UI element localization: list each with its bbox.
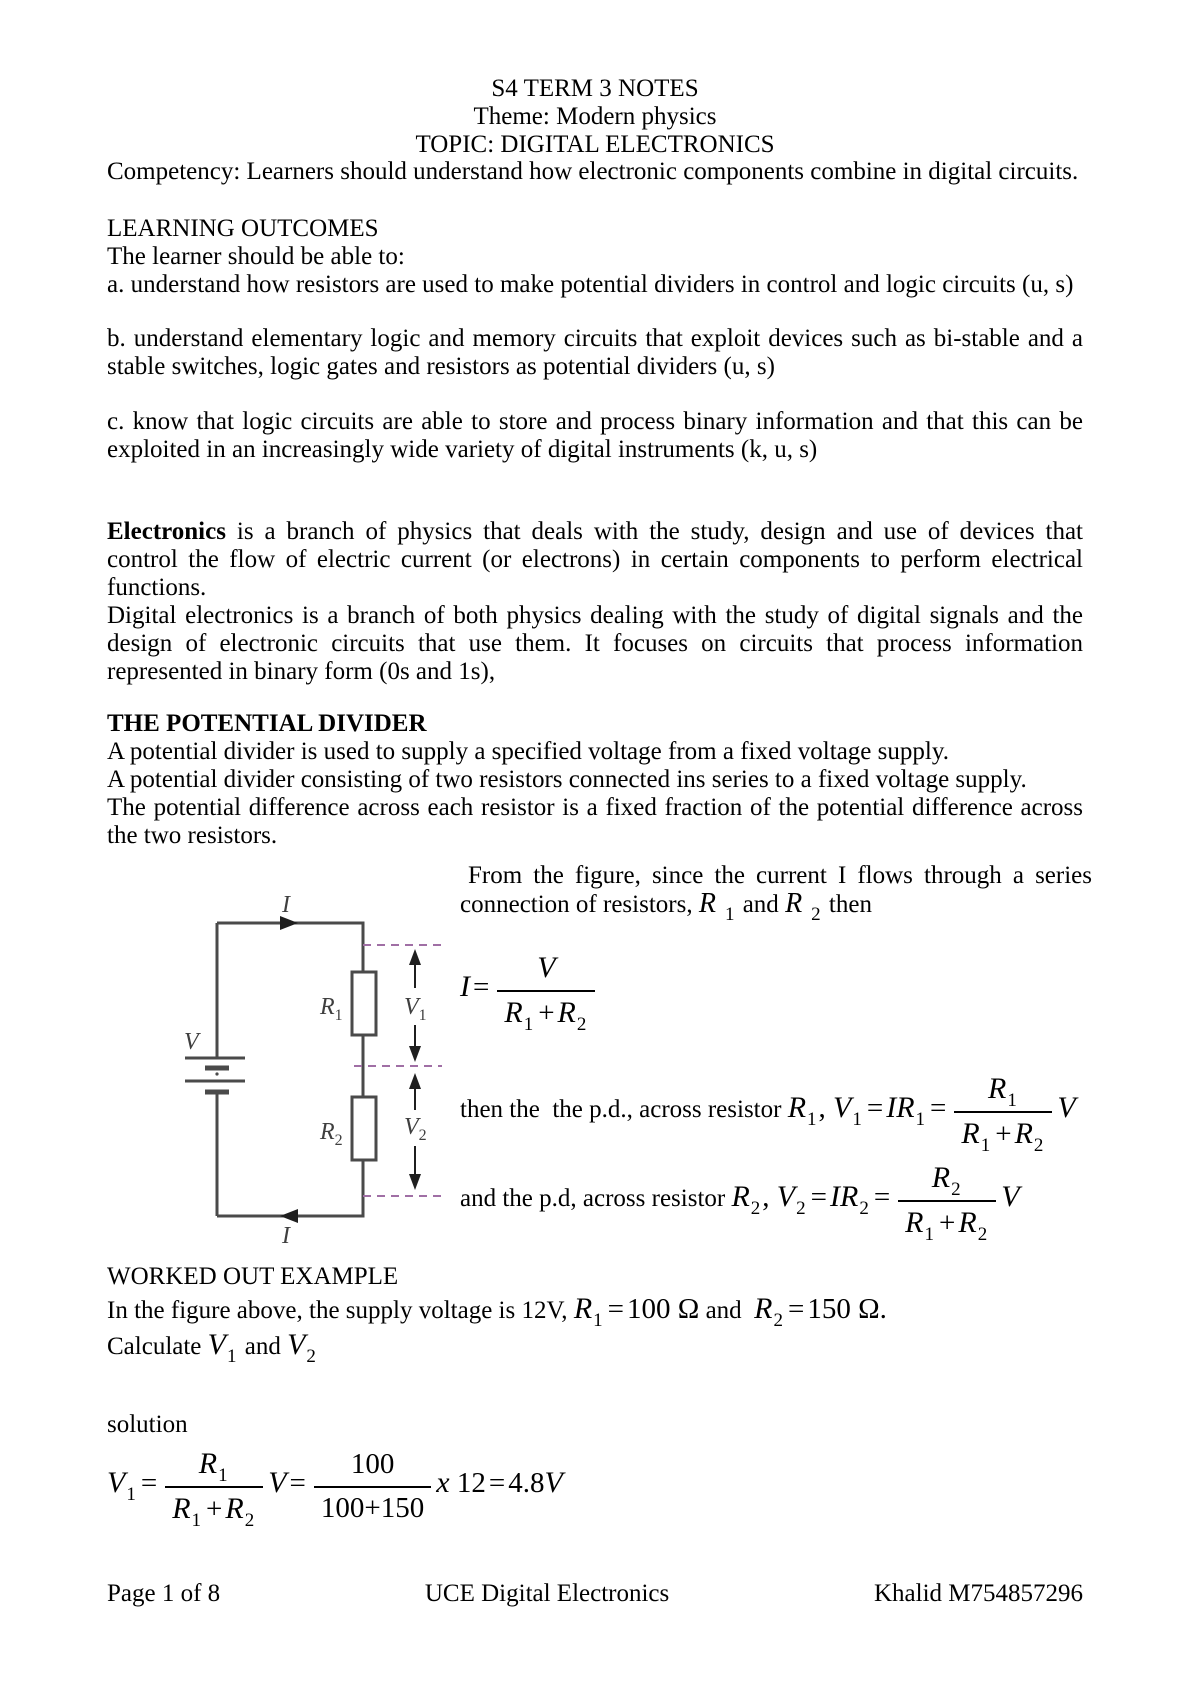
current-label-bottom: I: [282, 1223, 290, 1248]
r2-label: $R_2$: [320, 1119, 343, 1149]
divider-heading: THE POTENTIAL DIVIDER: [107, 710, 427, 737]
digital-definition: Digital electronics is a branch of both physics dealing with the study of digital signals and the design of electronic circuits that use them. It focuses on circuits that process information represented in binary form (0s and 1s),: [107, 602, 1083, 685]
potential-divider-circuit: [168, 868, 458, 1248]
outcomes-intro: The learner should be able to:: [107, 243, 405, 270]
battery-icon: [185, 1058, 245, 1092]
doc-title: S4 TERM 3 NOTES: [491, 75, 699, 102]
potential-divider-section: [107, 710, 1083, 850]
electronics-definition: [107, 518, 1083, 602]
electronics-rest: is a branch of physics that deals with the study, design and use of devices that control the flow of electric current (or electrons) in certain components to perform electrical functions.: [107, 518, 1083, 601]
footer-page-number: Page 1 of 8: [107, 1580, 221, 1607]
current-arrow-top: [280, 916, 298, 930]
competency-line: Competency: Learners should understand how electronic components combine in digital circuits.: [107, 158, 1079, 185]
divider-line2: A potential divider consisting of two resistors connected ins series to a fixed voltage supply.: [107, 766, 1027, 793]
v1-label: $V_1$: [404, 994, 427, 1024]
solution-word: solution: [107, 1411, 188, 1438]
current-arrows: [280, 916, 298, 1223]
resistor-r2-box: [352, 1097, 376, 1160]
figure-text-column: [460, 862, 1092, 1245]
outcomes-heading: LEARNING OUTCOMES: [107, 215, 379, 242]
doc-theme: Theme: Modern physics: [473, 103, 717, 130]
current-arrow-bottom: [280, 1209, 298, 1223]
pd-across-r2-line: and the p.d, across resistor R2, V2 = IR2 = $\frac{R2}{R1 + R2}$ V: [460, 1161, 1020, 1245]
example-calculate-line: Calculate V1 and V2: [107, 1328, 316, 1367]
footer-author: Khalid M754857296: [873, 1580, 1083, 1607]
learning-outcomes: [107, 215, 1083, 299]
example-given-line: In the figure above, the supply voltage is 12V, R1 = 100 Ω and R2 = 150 Ω.: [107, 1292, 887, 1331]
circuit-wires: [217, 923, 363, 1216]
resistor-r1-box: [352, 972, 376, 1035]
doc-topic: TOPIC: DIGITAL ELECTRONICS: [415, 131, 775, 158]
pd-across-r1-line: then the the p.d., across resistor R1, V1 = IR1 = $\frac{R1}{R1 + R2}$ V: [460, 1072, 1076, 1156]
outcome-item-a: a. understand how resistors are used to make potential dividers in control and logic circuits (u, s): [107, 271, 1074, 298]
divider-line1: A potential divider is used to supply a specified voltage from a fixed voltage supply.: [107, 738, 949, 765]
footer-course-title: UCE Digital Electronics: [424, 1580, 670, 1607]
worked-example-heading: WORKED OUT EXAMPLE: [107, 1263, 399, 1290]
v2-label: $V_2$: [404, 1114, 427, 1144]
page-footer: [107, 1580, 1083, 1608]
current-formula: I = $\frac{V}{R1 + R2}$: [460, 951, 1092, 1030]
divider-line3: The potential difference across each resistor is a fixed fraction of the potential difference across the two resistors.: [107, 794, 1083, 849]
figure-intro-paragraph: From the figure, since the current I flows through a series connection of resistors, R 1 and R 2 then: [460, 862, 1092, 925]
solution-formula: V1 = $\frac{R1}{R1 + R2}$ V = $\frac{100}{100+150}$ x 12 = 4.8V: [107, 1447, 563, 1531]
r1-label: $R_1$: [320, 994, 343, 1024]
electronics-lead: Electronics: [107, 518, 226, 545]
worked-example-section: [107, 1263, 1083, 1531]
supply-voltage-label: V: [184, 1029, 199, 1055]
outcome-item-c: c. know that logic circuits are able to store and process binary information and that this can be exploited in an increasingly wide variety of digital instruments (k, u, s): [107, 408, 1083, 463]
current-label-top: I: [282, 892, 290, 918]
document-header: [107, 75, 1083, 159]
outcome-item-b: b. understand elementary logic and memory circuits that exploit devices such as bi-stable and a stable switches, logic gates and resistors as potential dividers (u, s): [107, 325, 1083, 380]
